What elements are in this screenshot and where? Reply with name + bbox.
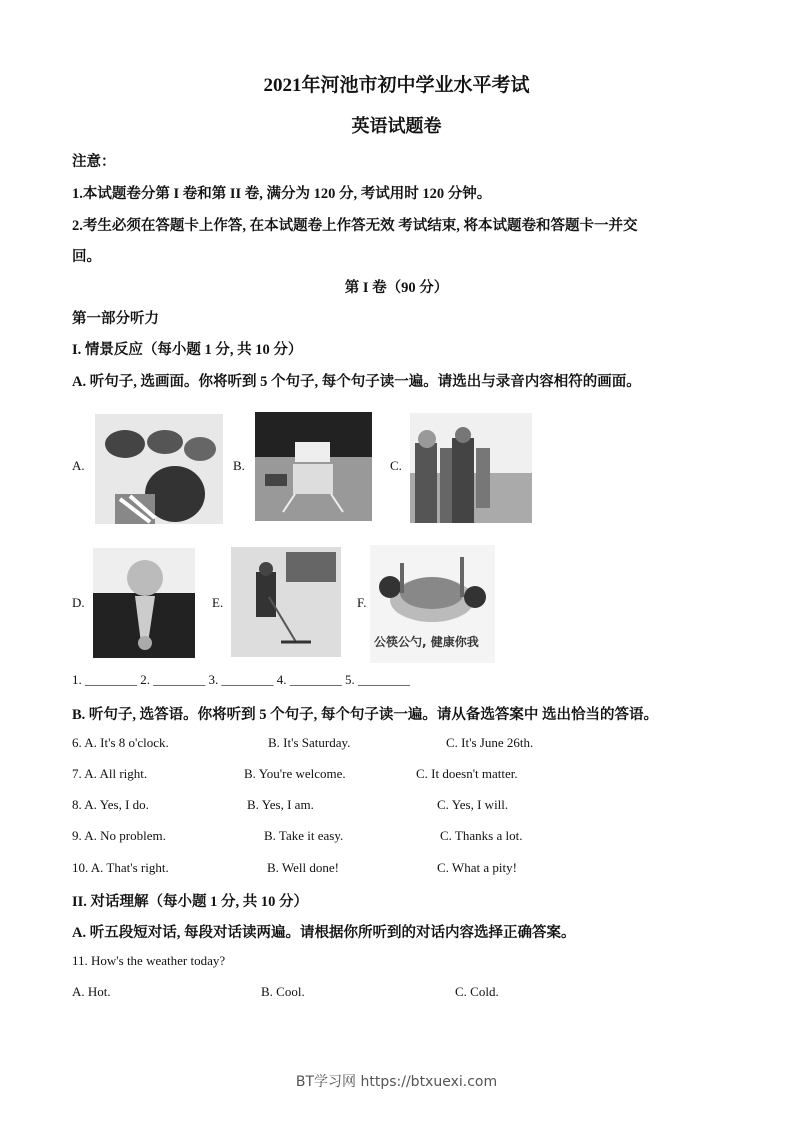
volume-heading: 第 I 卷（90 分） — [344, 280, 449, 296]
notice-label: 注意： — [72, 154, 116, 170]
picture-label-a: A. — [72, 458, 85, 473]
notice-item-1: 1.本试题卷分第 I 卷和第 II 卷, 满分为 120 分, 考试用时 120 分钟。 — [72, 186, 492, 202]
section1-partA-instruction: A. 听句子, 选画面。你将听到 5 个句子, 每个句子读一遍。请选出与录音内容相符的画面。 — [72, 374, 641, 390]
picture-e — [231, 547, 341, 657]
picture-f — [370, 545, 495, 663]
picture-a — [95, 414, 223, 524]
picture-label-b: B. — [233, 458, 245, 473]
exam-subtitle: 英语试题卷 — [351, 116, 442, 136]
q11-option-a[interactable]: A. Hot. — [72, 984, 111, 999]
q9-option-c[interactable]: C. Thanks a lot. — [440, 828, 523, 843]
q8-option-a[interactable]: 8. A. Yes, I do. — [72, 797, 149, 812]
q11-option-b[interactable]: B. Cool. — [261, 984, 305, 999]
q9-option-a[interactable]: 9. A. No problem. — [72, 828, 166, 843]
q8-option-c[interactable]: C. Yes, I will. — [437, 797, 509, 812]
section1-title: I. 情景反应（每小题 1 分, 共 10 分） — [72, 342, 303, 358]
section2-title: II. 对话理解（每小题 1 分, 共 10 分） — [72, 894, 309, 910]
answer-blanks-1-5: 1. ________ 2. ________ 3. ________ 4. ________ 5. ________ — [72, 672, 410, 687]
q7-option-c[interactable]: C. It doesn't matter. — [416, 766, 518, 781]
part-heading: 第一部分听力 — [72, 311, 159, 327]
q6-option-c[interactable]: C. It's June 26th. — [446, 735, 534, 750]
picture-f-caption: 公筷公勺, 健康你我 — [374, 635, 479, 649]
q10-option-c[interactable]: C. What a pity! — [437, 860, 517, 875]
q10-option-a[interactable]: 10. A. That's right. — [72, 860, 169, 875]
section1-partB-instruction: B. 听句子, 选答语。你将听到 5 个句子, 每个句子读一遍。请从备选答案中 选出恰当的答语。 — [72, 707, 659, 723]
notice-item-2-cont: 回。 — [72, 249, 101, 265]
footer-watermark[interactable]: BT学习网 https://btxuexi.com — [295, 1074, 498, 1090]
picture-c — [410, 413, 532, 523]
picture-label-f: F. — [357, 595, 367, 610]
exam-title: 2021年河池市初中学业水平考试 — [263, 75, 530, 96]
q8-option-b[interactable]: B. Yes, I am. — [247, 797, 314, 812]
q10-option-b[interactable]: B. Well done! — [267, 860, 340, 875]
picture-label-d: D. — [72, 595, 85, 610]
q11-option-c[interactable]: C. Cold. — [455, 984, 499, 999]
picture-b — [255, 412, 372, 521]
q6-option-b[interactable]: B. It's Saturday. — [268, 735, 351, 750]
q7-option-b[interactable]: B. You're welcome. — [244, 766, 346, 781]
picture-label-c: C. — [390, 458, 402, 473]
q11-question: 11. How's the weather today? — [72, 953, 226, 968]
q6-option-a[interactable]: 6. A. It's 8 o'clock. — [72, 735, 169, 750]
section2-partA-instruction: A. 听五段短对话, 每段对话读两遍。请根据你所听到的对话内容选择正确答案。 — [72, 925, 576, 941]
notice-item-2: 2.考生必须在答题卡上作答, 在本试题卷上作答无效 考试结束, 将本试题卷和答题卡一并交 — [72, 218, 638, 234]
picture-label-e: E. — [212, 595, 224, 610]
q9-option-b[interactable]: B. Take it easy. — [264, 828, 344, 843]
picture-d — [93, 548, 195, 658]
q7-option-a[interactable]: 7. A. All right. — [72, 766, 148, 781]
